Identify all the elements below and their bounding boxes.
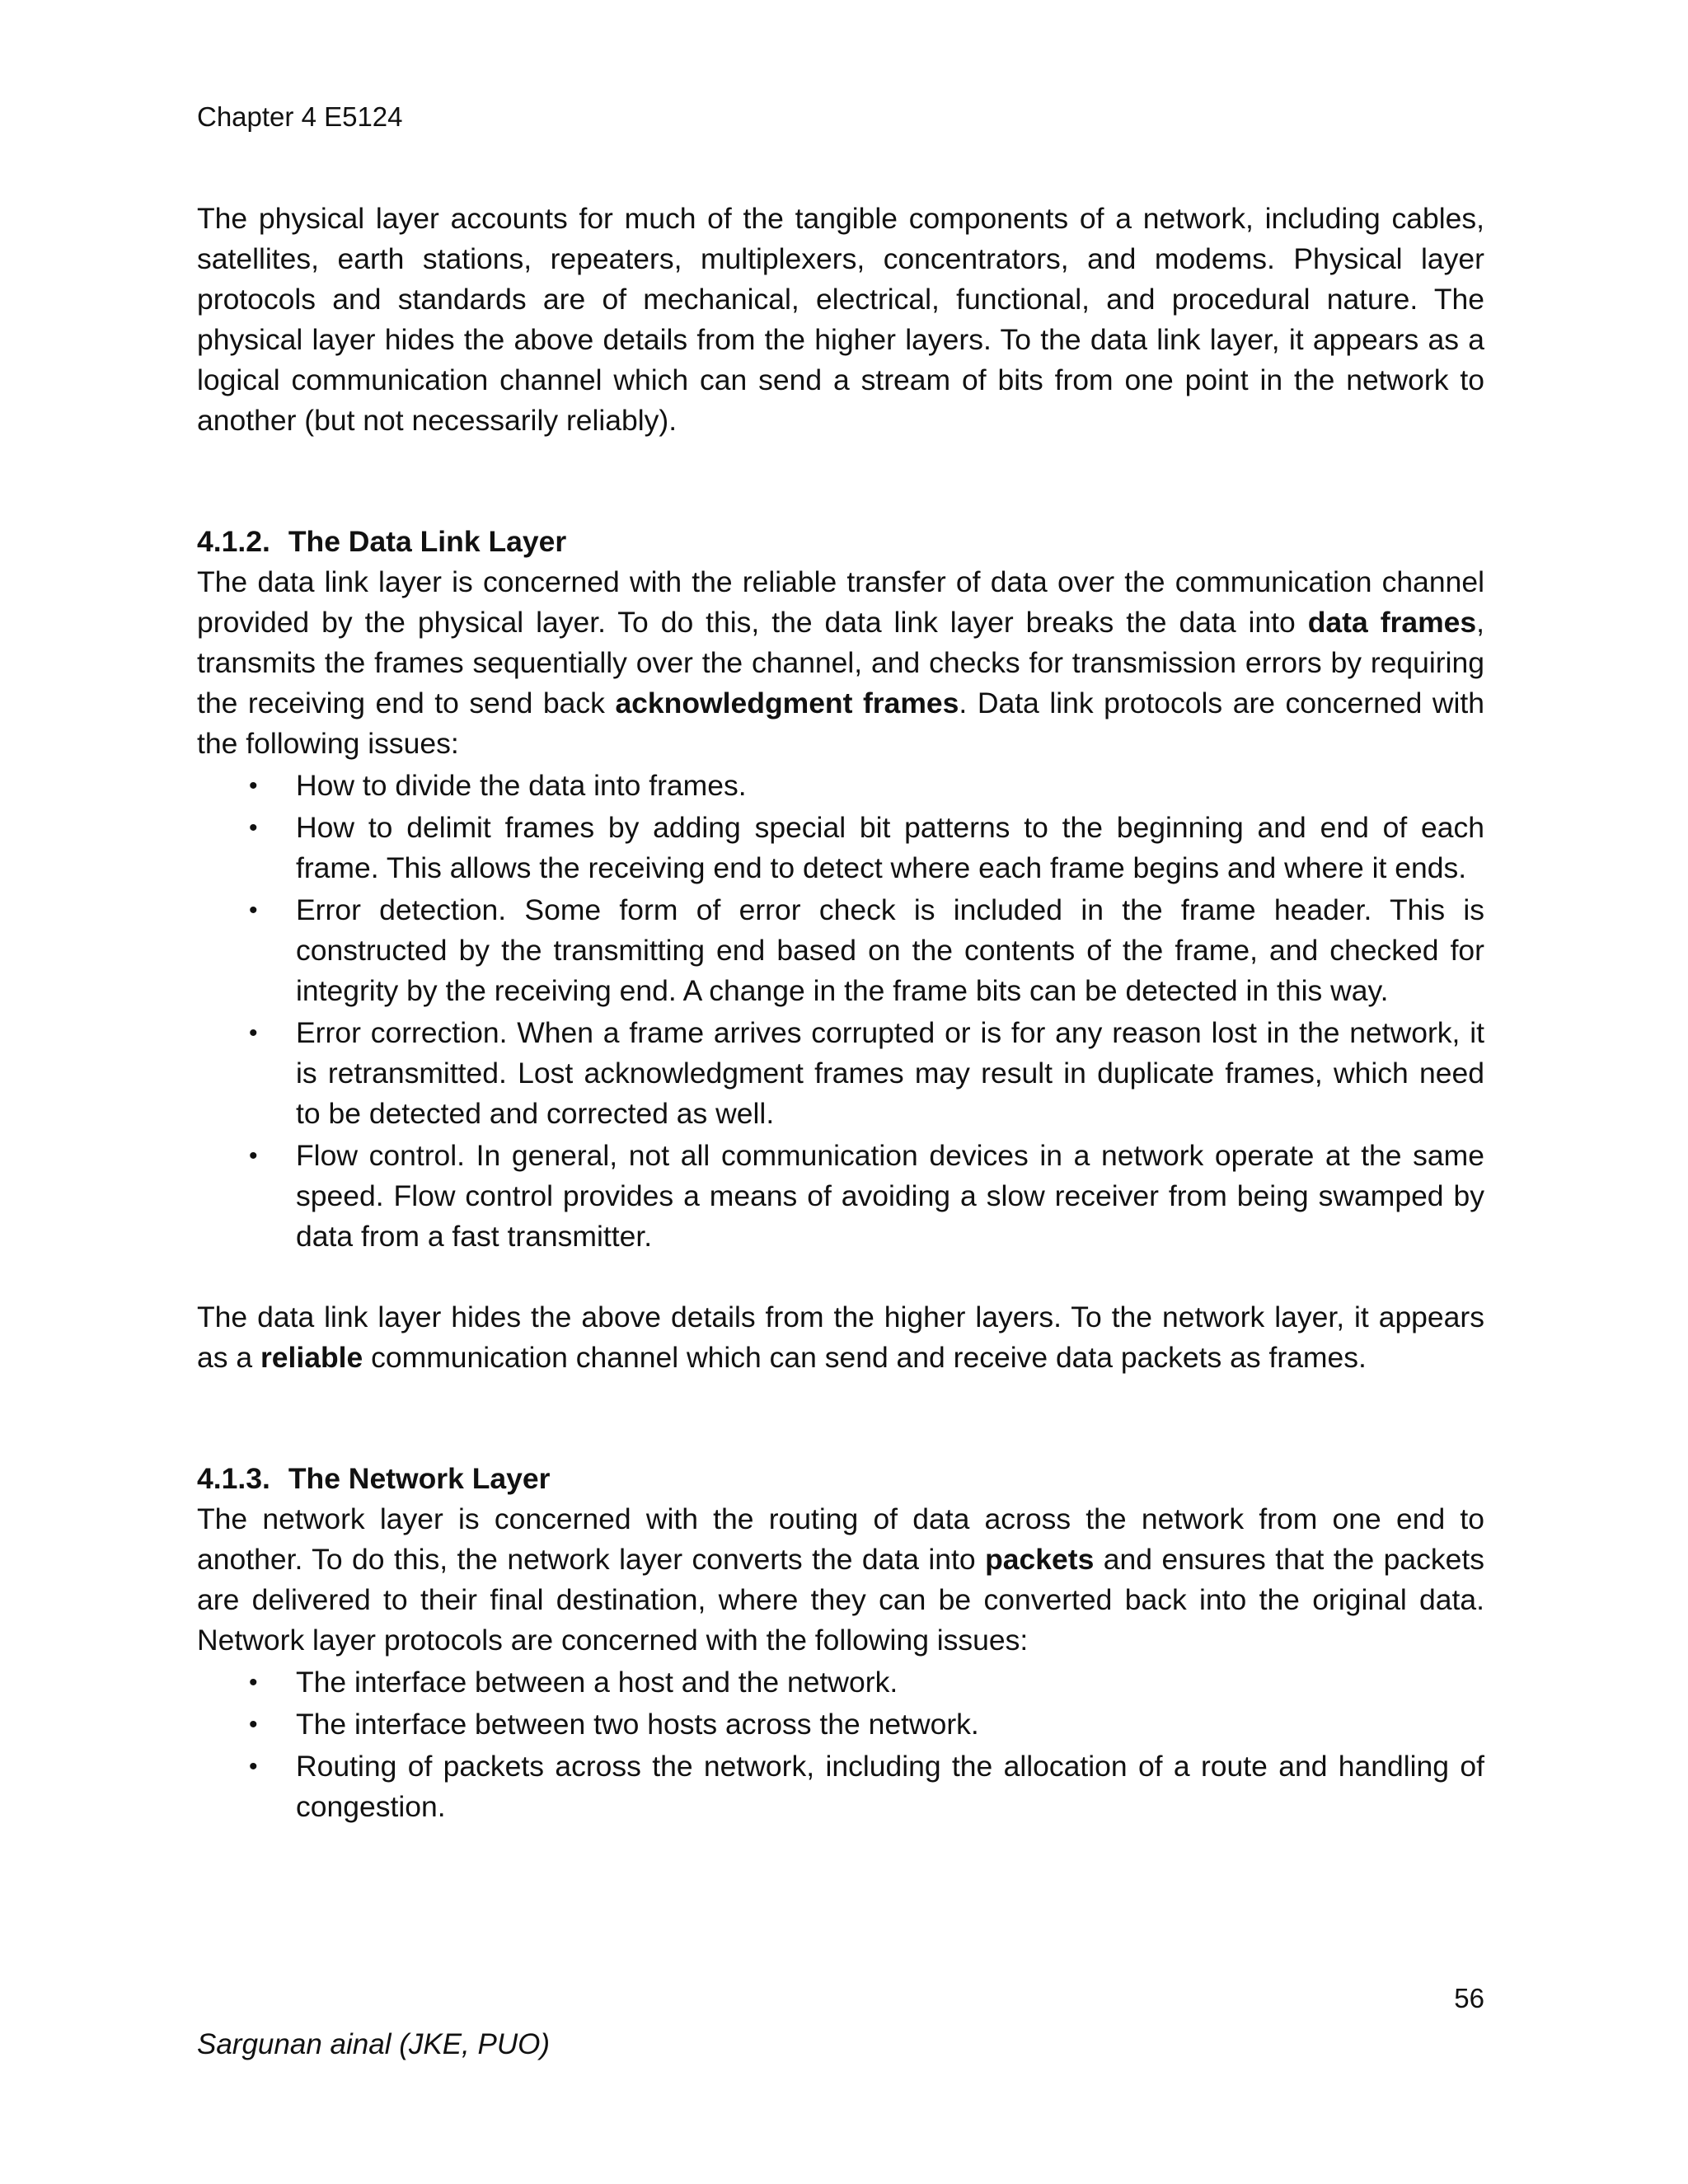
bullet-icon: • [249,1669,258,1696]
section-number: 4.1.2. [197,525,270,558]
bullet-icon: • [249,1019,258,1047]
list-item: • The interface between a host and the network. [197,1662,1484,1703]
section-title: The Network Layer [288,1462,551,1495]
list-item: • How to delimit frames by adding special bit patterns to the beginning and end of each frame. This allows the receiving end to detect where each frame begins and where it ends. [197,808,1484,888]
intro-paragraph: The physical layer accounts for much of the tangible components of a network, including cables, satellites, earth stations, repeaters, multiplexers, concentrators, and modems. Physical layer protocols and standards are of mechanical, electrical, functional, and procedural nature. The physical layer hides the above details from the higher layers. To the data link layer, it appears as a logical communication channel which can send a stream of bits from one point in the network to another (but not necessarily reliably). [197,202,1484,437]
bullet-icon: • [249,772,258,799]
data-link-paragraph: The data link layer is concerned with the reliable transfer of data over the communication channel provided by the physical layer. To do this, the data link layer breaks the data into data frames, transmits the frames sequentially over the channel, and checks for transmission errors by requiring the receiving end to send back acknowledgment frames. Data link protocols are concerned with the following issues: [197,565,1485,760]
section-heading-network [197,1459,1484,1499]
page-header: Chapter 4 E5124 [197,101,403,132]
bold-term: acknowledgment frames [615,687,959,719]
bullet-icon: • [249,1753,258,1780]
list-item: • How to divide the data into frames. [197,766,1484,806]
page-number: 56 [1454,1983,1484,2013]
bullet-icon: • [249,897,258,924]
bullet-icon: • [249,1142,258,1169]
network-paragraph: The network layer is concerned with the routing of data across the network from one end to another. To do this, the network layer converts the data into packets and ensures that the packets are delivered to their final destination, where they can be converted back into the original data. Network layer protocols are concerned with the following issues: [197,1502,1485,1657]
network-issues-list [197,1662,1484,1827]
bullet-icon: • [249,814,258,841]
bold-term: reliable [260,1341,363,1374]
bullet-icon: • [249,1711,258,1738]
list-item: • Error detection. Some form of error check is included in the frame header. This is constructed by the transmitting end based on the contents of the frame, and checked for integrity by the receiving end. A change in the frame bits can be detected in this way. [197,890,1484,1011]
list-item: • The interface between two hosts across the network. [197,1704,1484,1745]
list-item: • Flow control. In general, not all communication devices in a network operate at the same speed. Flow control provides a means of avoiding a slow receiver from being swamped by data from a fast transmitter. [197,1136,1484,1257]
page-body [197,199,1484,1827]
data-link-closing-paragraph: The data link layer hides the above details from the higher layers. To the network layer, it appears as a reliable communication channel which can send and receive data packets as frames. [197,1301,1484,1374]
list-item: • Error correction. When a frame arrives corrupted or is for any reason lost in the network, it is retransmitted. Lost acknowledgment frames may result in duplicate frames, which need to be detected and corrected as well. [197,1013,1484,1134]
section-heading-data-link [197,522,1484,562]
section-number: 4.1.3. [197,1462,270,1495]
bold-term: packets [985,1543,1095,1576]
page-footer: Sargunan ainal (JKE, PUO) [197,2028,550,2060]
list-item: • Routing of packets across the network, including the allocation of a route and handling of congestion. [197,1746,1484,1827]
bold-term: data frames [1307,606,1477,639]
data-link-issues-list [197,766,1484,1257]
section-title: The Data Link Layer [288,525,567,558]
